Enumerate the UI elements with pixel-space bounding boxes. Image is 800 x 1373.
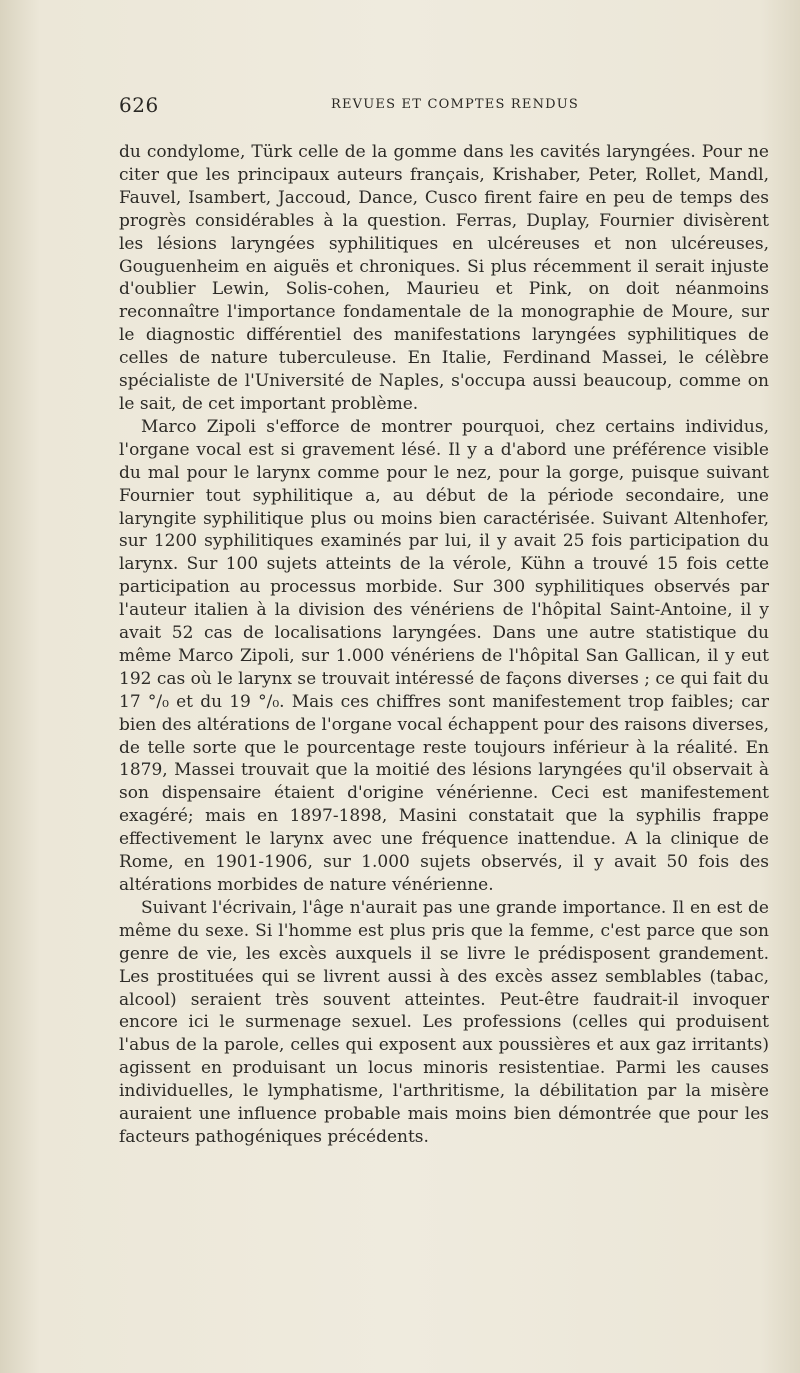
paragraph-continued: du condylome, Türk celle de la gomme dans les cavités laryngées. Pour ne citer que les principaux auteurs français, Krishaber, Peter, Rollet, Mandl, Fauvel, Isambert, Jaccoud, Dance, Cusco firent faire en peu de temps des progrès considérables à la question. Ferras, Duplay, Fournier divisèrent les lésions laryngées syphilitiques en ulcéreuses et non ulcéreuses, Gouguenheim en aiguës et chroniques. Si plus récemment il serait injuste d'oublier Lewin, Solis-cohen, Maurieu et Pink, on doit néanmoins reconnaître l'importance fondamentale de la monographie de Moure, sur le diagnostic différentiel des manifestations laryngées syphilitiques de celles de nature tuberculeuse. En Italie, Ferdinand Massei, le célèbre spécialiste de l'Université de Naples, s'occupa aussi beaucoup, comme on le sait, de cet important problème.	[119, 142, 769, 414]
paragraph-zipoli: Marco Zipoli s'efforce de montrer pourquoi, chez certains individus, l'organe vocal est si gravement lésé. Il y a d'abord une préférence visible du mal pour le larynx comme pour le nez, pour la gorge, puisque suivant Fournier tout syphilitique a, au début de la période secondaire, une laryngite syphilitique plus ou moins bien caractérisée. Suivant Altenhofer, sur 1200 syphilitiques examinés par lui, il y avait 25 fois participation du larynx. Sur 100 sujets atteints de la vérole, Kühn a trouvé 15 fois cette participation au processus morbide. Sur 300 syphilitiques observés par l'auteur italien à la division des vénériens de l'hôpital Saint-Antoine, il y avait 52 cas de localisations laryngées. Dans une autre statistique du même Marco Zipoli, sur 1.000 vénériens de l'hôpital San Gallican, il y eut 192 cas où le larynx se trouvait intéressé de façons diverses ; ce qui fait du 17 °/₀ et du 19 °/₀. Mais ces chiffres sont manifestement trop faibles; car bien des altérations de l'organe vocal échappent pour des raisons diverses, de telle sorte que le pourcentage reste toujours inférieur à la réalité. En 1879, Massei trouvait que la moitié des lésions laryngées qu'il observait à son dispensaire étaient d'origine vénérienne. Ceci est manifestement exagéré; mais en 1897-1898, Masini constatait que la syphilis frappe effectivement le larynx avec une fréquence inattendue. A la clinique de Rome, en 1901-1906, sur 1.000 sujets observés, il y avait 50 fois des altérations morbides de nature vénérienne.	[119, 416, 769, 895]
body-text	[119, 141, 769, 1149]
running-head: REVUES ET COMPTES RENDUS	[331, 97, 580, 112]
paragraph-age-sex: Suivant l'écrivain, l'âge n'aurait pas une grande importance. Il en est de même du sexe. Si l'homme est plus pris que la femme, c'est parce que son genre de vie, les excès auxquels il se livre le prédisposent grandement. Les prostituées qui se livrent aussi à des excès assez semblables (tabac, alcool) seraient très souvent atteintes. Peut-être faudrait-il invoquer encore ici le surmenage sexuel. Les professions (celles qui produisent l'abus de la parole, celles qui exposent aux poussières et aux gaz irritants) agissent en produisant un locus minoris resistentiae. Parmi les causes individuelles, le lymphatisme, l'arthritisme, la débilitation par la misère auraient une influence probable mais moins bien démontrée que pour les facteurs pathogéniques précédents.	[119, 897, 769, 1147]
page-number: 626	[119, 93, 159, 117]
page-header	[119, 93, 759, 117]
